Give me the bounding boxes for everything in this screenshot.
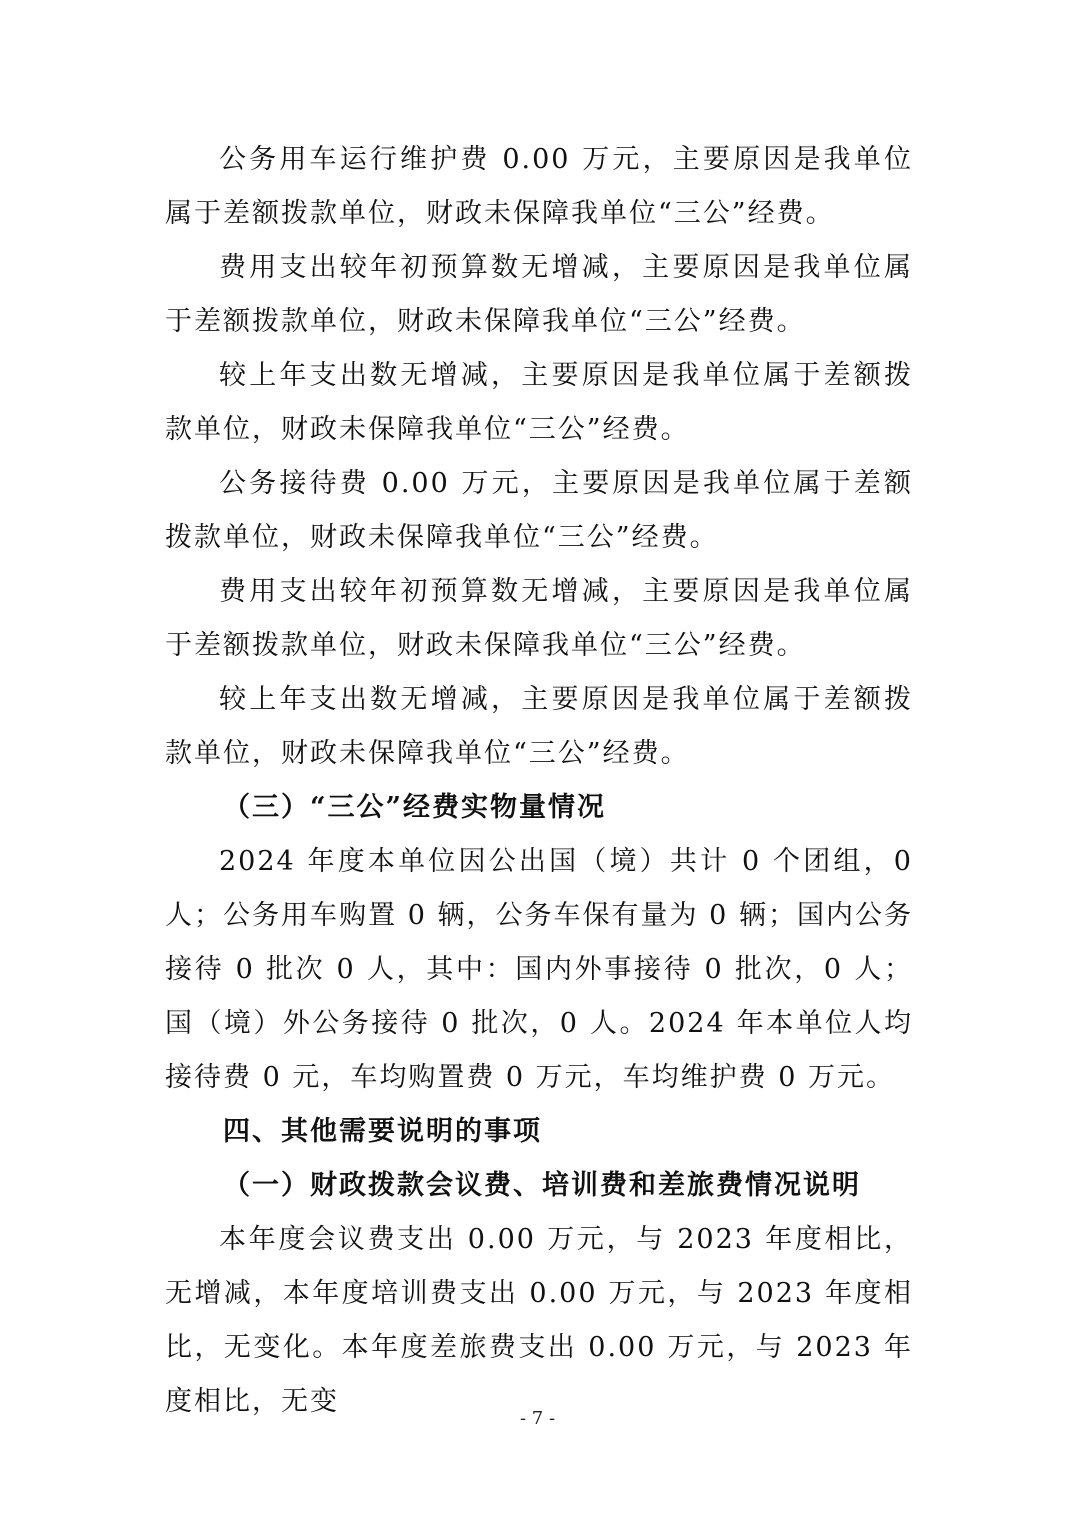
document-body bbox=[165, 133, 913, 1429]
paragraph-vehicle-maintenance: 公务用车运行维护费 0.00 万元，主要原因是我单位属于差额拨款单位，财政未保障我单位“三公”经费。 bbox=[165, 144, 913, 229]
section-heading-meeting-training-travel: （一）财政拨款会议费、培训费和差旅费情况说明 bbox=[223, 1170, 861, 1201]
paragraph-reception-fee: 公务接待费 0.00 万元，主要原因是我单位属于差额拨款单位，财政未保障我单位“三公”经费。 bbox=[165, 468, 913, 553]
paragraph-budget-comparison: 费用支出较年初预算数无增减，主要原因是我单位属于差额拨款单位，财政未保障我单位“三公”经费。 bbox=[165, 252, 913, 337]
paragraph-prior-year-comparison: 较上年支出数无增减，主要原因是我单位属于差额拨款单位，财政未保障我单位“三公”经费。 bbox=[165, 360, 913, 445]
section-heading-three-public-expenses: （三）“三公”经费实物量情况 bbox=[223, 792, 607, 823]
page-number: - 7 - bbox=[519, 1408, 556, 1429]
section-heading-other-matters: 四、其他需要说明的事项 bbox=[223, 1116, 542, 1147]
paragraph-prior-year-comparison-2: 较上年支出数无增减，主要原因是我单位属于差额拨款单位，财政未保障我单位“三公”经费。 bbox=[165, 684, 913, 769]
paragraph-budget-comparison-2: 费用支出较年初预算数无增减，主要原因是我单位属于差额拨款单位，财政未保障我单位“三公”经费。 bbox=[165, 576, 913, 661]
paragraph-meeting-training-travel: 本年度会议费支出 0.00 万元，与 2023 年度相比，无增减，本年度培训费支出 0.00 万元，与 2023 年度相比，无变化。本年度差旅费支出 0.00 万元，与 2023 年度相比，无变 bbox=[165, 1224, 913, 1417]
paragraph-physical-quantities: 2024 年度本单位因公出国（境）共计 0 个团组，0 人；公务用车购置 0 辆，公务车保有量为 0 辆；国内公务接待 0 批次 0 人，其中：国内外事接待 0 批次，0 人；国（境）外公务接待 0 批次，0 人。2024 年本单位人均接待费 0 元，车均购置费 0 万元，车均维护费 0 万元。 bbox=[165, 846, 913, 1093]
